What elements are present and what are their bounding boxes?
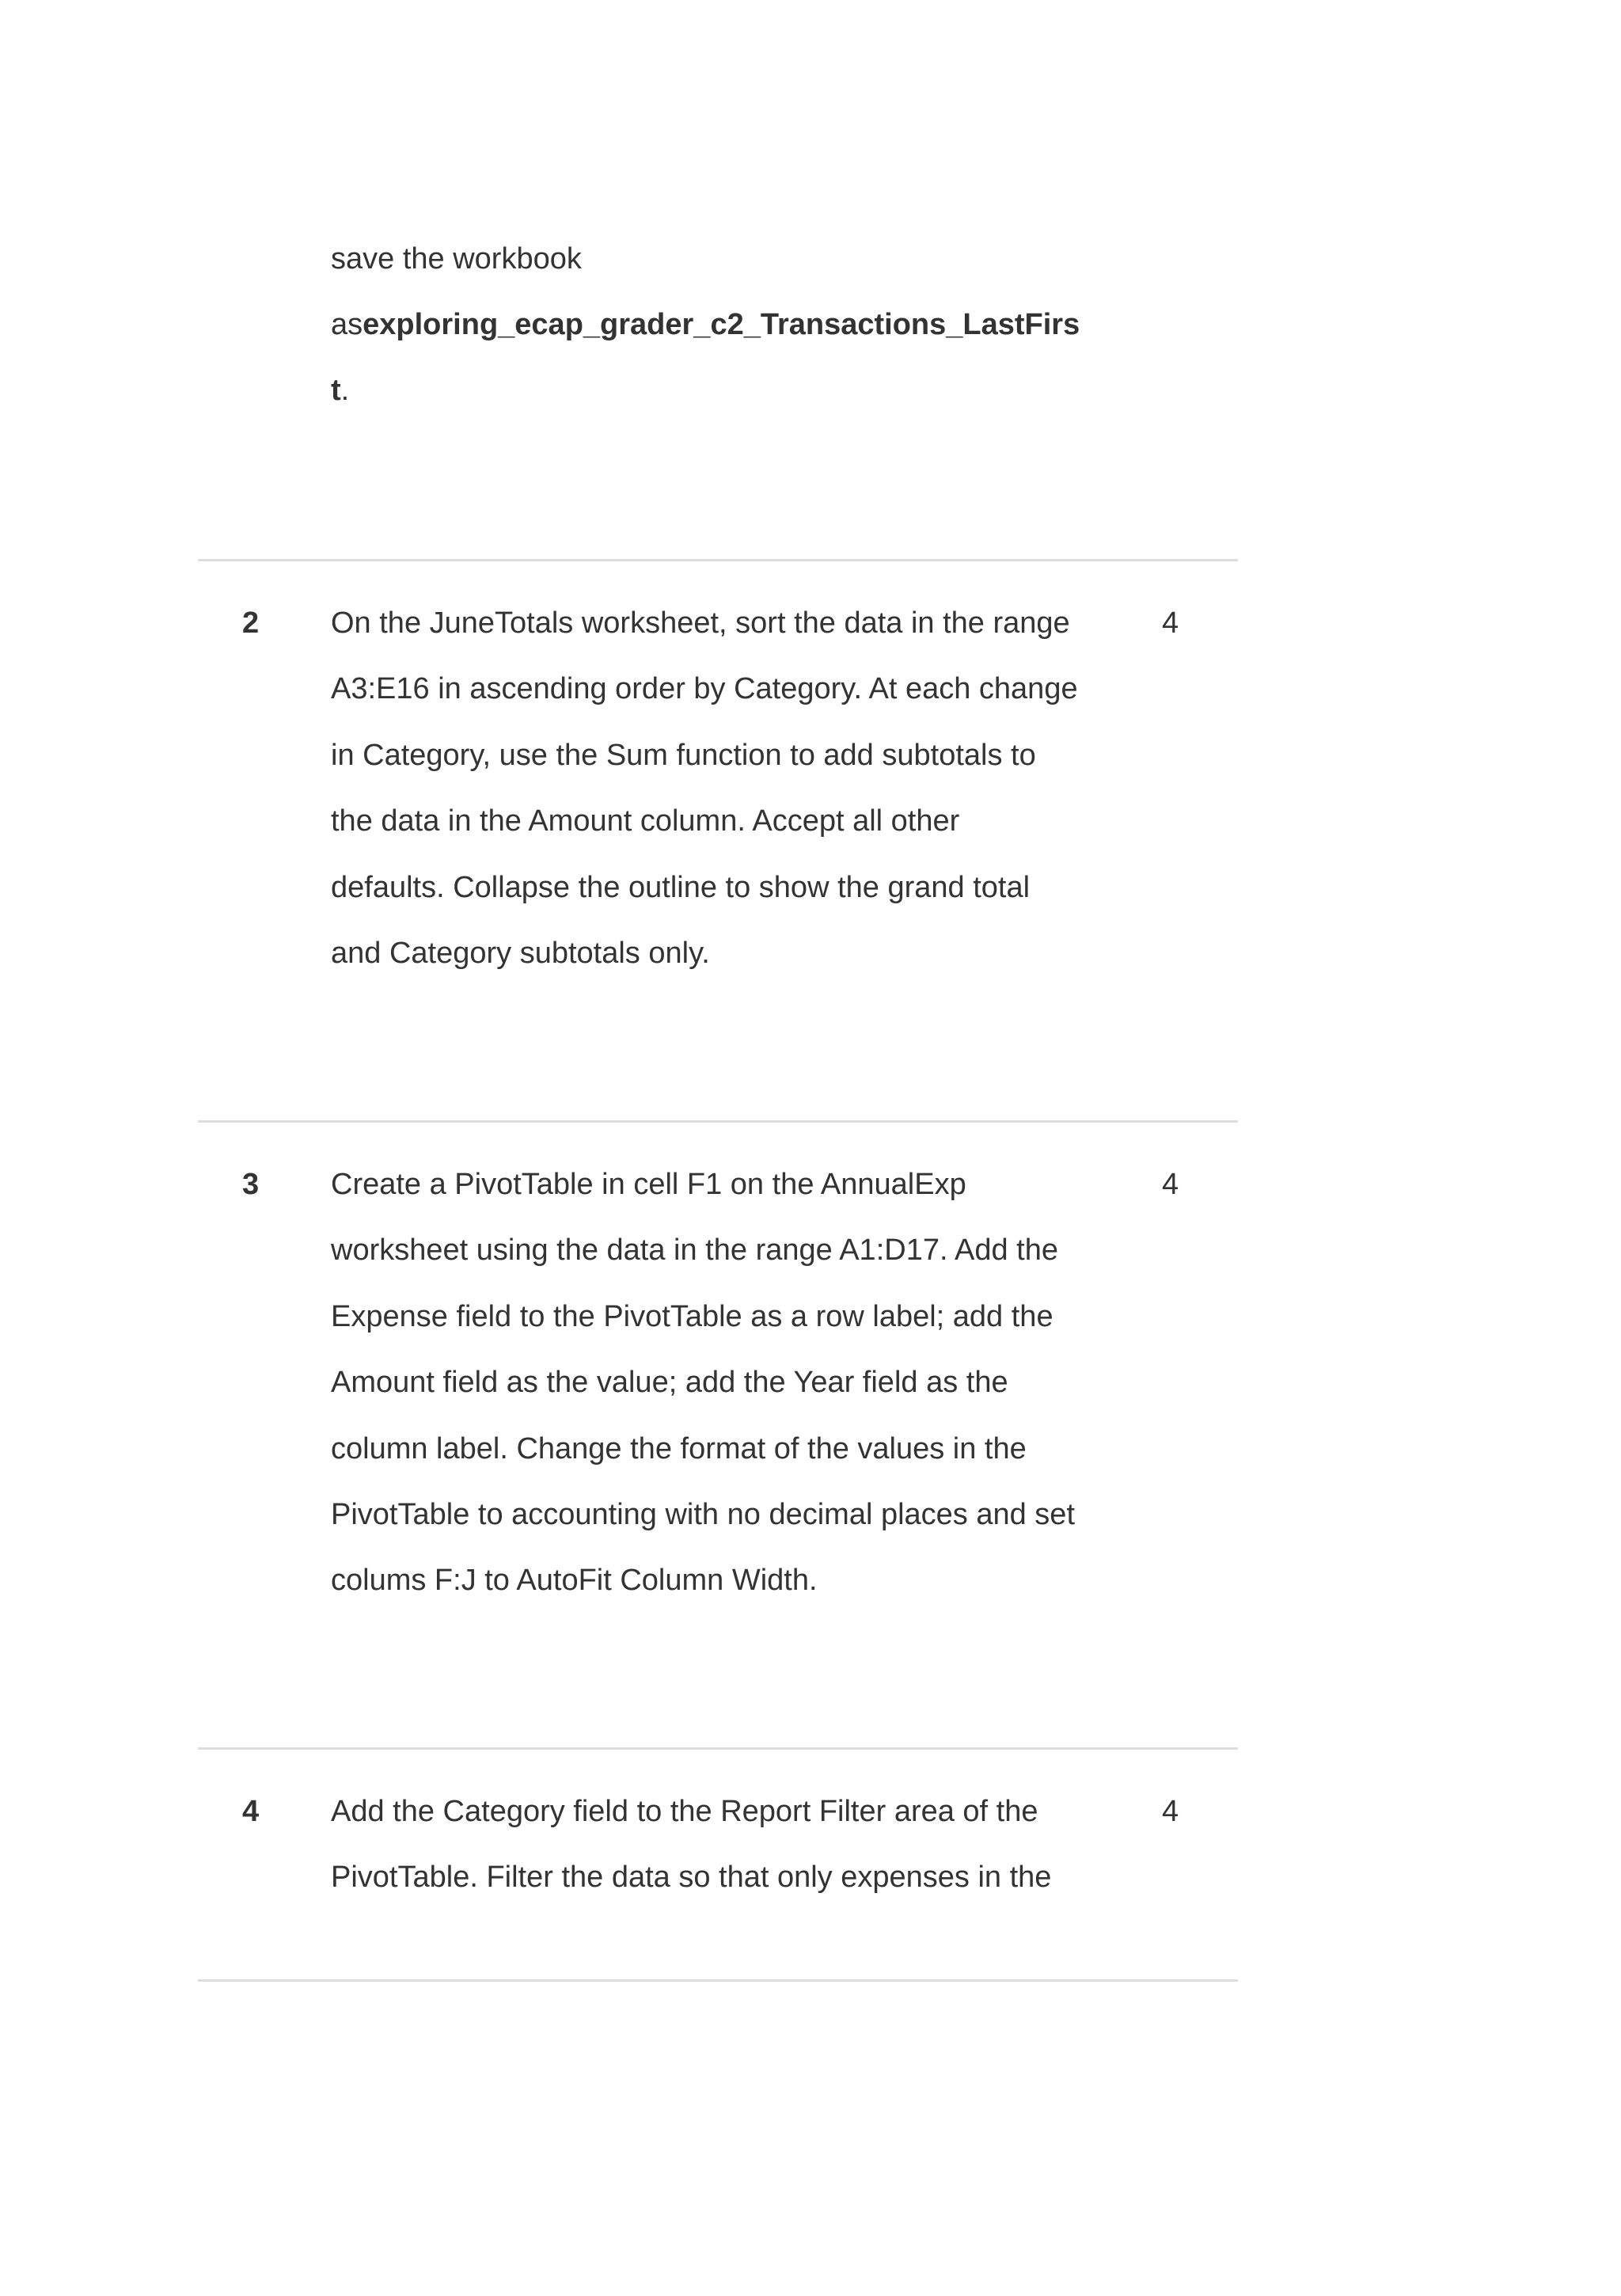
- description-line: colums F:J to AutoFit Column Width.: [331, 1564, 818, 1598]
- workbook-filename-part-1: exploring_ecap_grader_c2_Transactions_LastFirs: [363, 308, 1080, 341]
- description-line: Amount field as the value; add the Year field as the: [331, 1366, 1008, 1400]
- description-line: Create a PivotTable in cell F1 on the AnnualExp: [331, 1168, 966, 1201]
- step-description: [331, 1167, 1107, 1629]
- description-line: in Category, use the Sum function to add subtotals to: [331, 738, 1036, 772]
- description-line: the data in the Amount column. Accept all other: [331, 804, 960, 838]
- intro-line-3-suffix: .: [340, 374, 350, 407]
- description-line: defaults. Collapse the outline to show the grand total: [331, 870, 1031, 904]
- intro-line-2: [331, 307, 1080, 342]
- step-points: 4: [1162, 1795, 1179, 1828]
- description-line: On the JuneTotals worksheet, sort the data in the range: [331, 606, 1070, 640]
- intro-line-3: [331, 373, 349, 408]
- step-description: [331, 606, 1107, 1002]
- step-points: 4: [1162, 1168, 1179, 1201]
- step-number: 3: [242, 1168, 260, 1201]
- step-number: 2: [242, 606, 260, 640]
- row-divider: [198, 1120, 1238, 1123]
- description-line: and Category subtotals only.: [331, 936, 710, 970]
- step-number: 4: [242, 1795, 260, 1828]
- description-line: Expense field to the PivotTable as a row label; add the: [331, 1299, 1053, 1333]
- row-divider: [198, 1747, 1238, 1750]
- workbook-filename-part-2: t: [331, 374, 341, 407]
- intro-line-2-prefix: as: [331, 308, 363, 341]
- step-description: [331, 1794, 1107, 1926]
- description-line: PivotTable to accounting with no decimal places and set: [331, 1497, 1075, 1531]
- description-line: A3:E16 in ascending order by Category. At each change: [331, 672, 1078, 706]
- description-line: Add the Category field to the Report Filter area of the: [331, 1795, 1038, 1828]
- description-line: worksheet using the data in the range A1:D17. Add the: [331, 1234, 1058, 1268]
- step-points: 4: [1162, 606, 1179, 640]
- row-divider: [198, 559, 1238, 561]
- description-line: column label. Change the format of the values in the: [331, 1431, 1027, 1465]
- intro-line-1: save the workbook: [331, 242, 582, 276]
- row-divider: [198, 1979, 1238, 1982]
- description-line: PivotTable. Filter the data so that only expenses in the: [331, 1861, 1052, 1895]
